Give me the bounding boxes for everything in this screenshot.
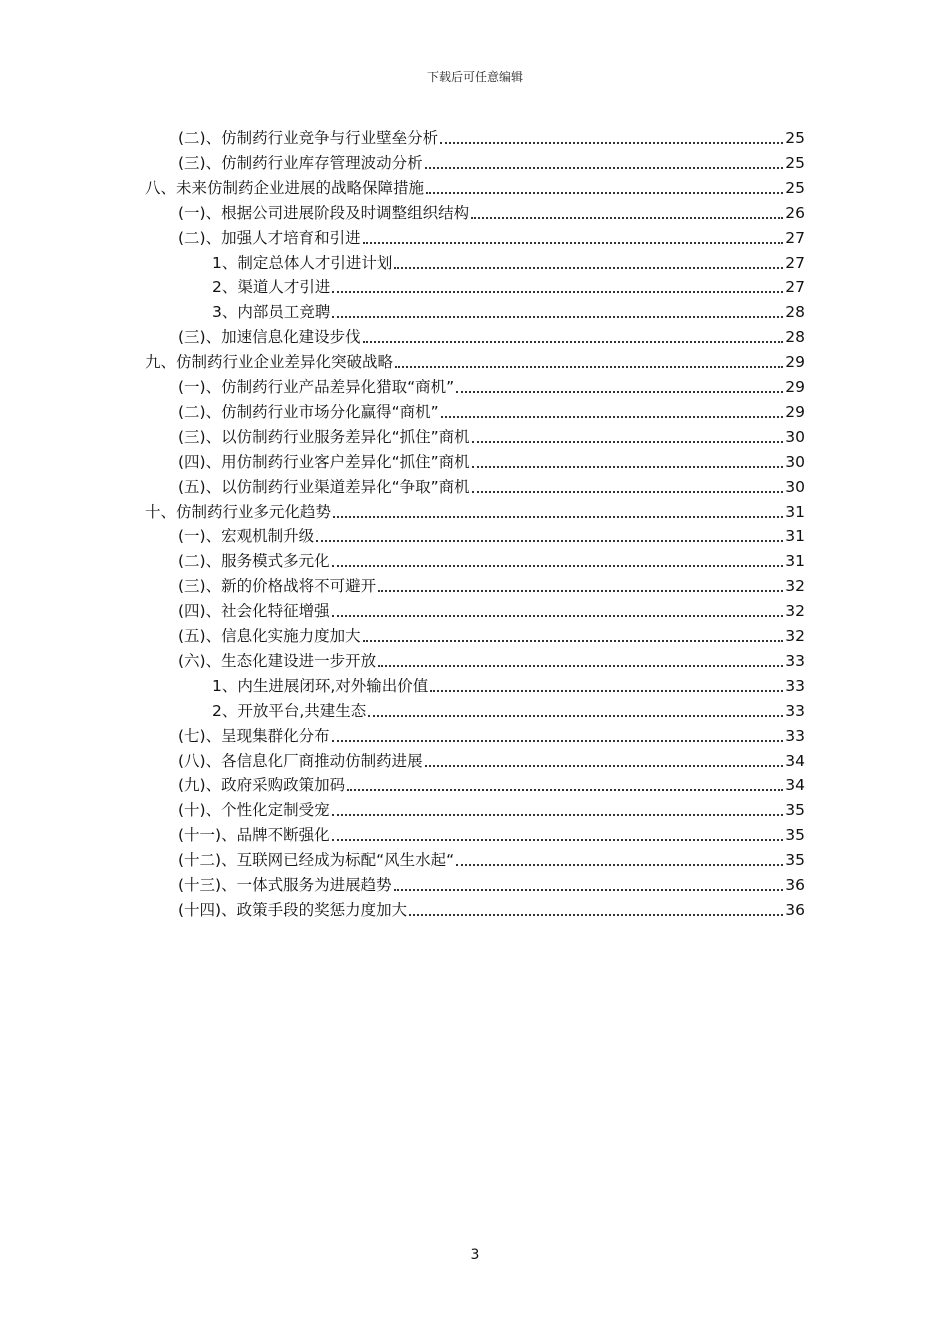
toc-entry-title: 八、未来仿制药企业进展的战略保障措施: [145, 178, 425, 197]
toc-entry-title: (五)、以仿制药行业渠道差异化“争取”商机: [178, 477, 470, 496]
toc-leader-dots: [456, 864, 783, 866]
toc-entry-title: (三)、以仿制药行业服务差异化“抓住”商机: [178, 427, 470, 446]
toc-entry-title: (四)、用仿制药行业客户差异化“抓住”商机: [178, 452, 470, 471]
toc-entry-page: 36: [785, 900, 805, 919]
toc-entry-page: 35: [785, 851, 805, 870]
toc-entry-title: (九)、政府采购政策加码: [178, 776, 346, 795]
toc-entry[interactable]: [178, 748, 805, 772]
toc-entry-page: 34: [785, 776, 805, 795]
toc-entry[interactable]: [178, 648, 805, 672]
toc-entry[interactable]: [145, 349, 805, 373]
toc-entry-page: 28: [785, 328, 805, 347]
toc-leader-dots: [363, 640, 784, 642]
toc-leader-dots: [332, 316, 783, 318]
toc-entry-page: 33: [785, 651, 805, 670]
toc-leader-dots: [394, 267, 783, 269]
toc-entry[interactable]: [212, 698, 805, 722]
toc-leader-dots: [347, 789, 783, 791]
toc-entry-page: 30: [785, 452, 805, 471]
toc-entry-title: (十)、个性化定制受宠: [178, 801, 330, 820]
toc-entry[interactable]: [145, 175, 805, 199]
toc-entry-title: (二)、仿制药行业竞争与行业壁垒分析: [178, 129, 439, 147]
toc-entry[interactable]: [178, 772, 805, 796]
toc-entry-page: 25: [785, 178, 805, 197]
toc-leader-dots: [332, 565, 784, 567]
toc-entry[interactable]: [178, 125, 805, 149]
toc-entry[interactable]: [178, 374, 805, 398]
toc-leader-dots: [425, 167, 784, 169]
toc-leader-dots: [425, 765, 784, 767]
toc-entry-page: 33: [785, 726, 805, 745]
toc-leader-dots: [472, 491, 784, 493]
toc-entry[interactable]: [178, 897, 805, 921]
toc-leader-dots: [441, 416, 784, 418]
toc-entry-title: 九、仿制药行业企业差异化突破战略: [145, 353, 394, 372]
toc-entry[interactable]: [178, 225, 805, 249]
toc-leader-dots: [426, 192, 783, 194]
toc-entry-page: 30: [785, 427, 805, 446]
toc-leader-dots: [316, 540, 783, 542]
toc-leader-dots: [332, 814, 784, 816]
page-number: 3: [470, 1247, 480, 1263]
toc-entry-title: 3、内部员工竞聘: [212, 303, 331, 322]
toc-entry-page: 34: [785, 751, 805, 770]
toc-entry[interactable]: [178, 424, 805, 448]
toc-entry[interactable]: [178, 324, 805, 348]
toc-entry-title: (五)、信息化实施力度加大: [178, 627, 361, 645]
toc-leader-dots: [472, 466, 784, 468]
toc-entry-title: (十二)、互联网已经成为标配“风生水起“: [178, 851, 455, 870]
toc-entry[interactable]: [178, 797, 805, 821]
toc-entry[interactable]: [212, 299, 805, 323]
toc-entry-title: (三)、新的价格战将不可避开: [178, 577, 377, 596]
toc-leader-dots: [363, 341, 784, 343]
toc-entry[interactable]: [145, 499, 805, 523]
toc-entry-page: 32: [785, 577, 805, 596]
toc-entry[interactable]: [212, 274, 805, 298]
toc-entry-page: 33: [785, 676, 805, 695]
toc-leader-dots: [332, 291, 783, 293]
toc-entry-page: 29: [785, 378, 805, 396]
toc-entry-title: (十四)、政策手段的奖惩力度加大: [178, 900, 408, 919]
toc-entry-title: (一)、宏观机制升级: [178, 527, 315, 546]
toc-entry-title: (十一)、品牌不断强化: [178, 826, 330, 845]
toc-entry-page: 31: [785, 502, 805, 521]
toc-entry-page: 35: [785, 826, 805, 845]
toc-entry-title: 2、开放平台,共建生态: [212, 701, 367, 720]
toc-entry-page: 25: [785, 129, 805, 147]
toc-entry-page: 29: [785, 402, 805, 421]
toc-entry[interactable]: [178, 847, 805, 871]
toc-entry[interactable]: [212, 673, 805, 697]
toc-entry-title: (七)、呈现集群化分布: [178, 726, 330, 745]
page-header: 下载后可任意编辑: [426, 70, 523, 84]
toc-leader-dots: [333, 516, 783, 518]
toc-entry-page: 30: [785, 477, 805, 496]
toc-entry-title: (四)、社会化特征增强: [178, 602, 330, 621]
toc-entry-title: (一)、根据公司进展阶段及时调整组织结构: [178, 203, 470, 222]
toc-entry-page: 36: [785, 876, 805, 894]
toc-leader-dots: [332, 740, 784, 742]
toc-leader-dots: [394, 889, 784, 891]
toc-entry-title: 1、内生进展闭环,对外输出价值: [212, 676, 429, 695]
toc-leader-dots: [378, 665, 783, 667]
toc-entry-title: (六)、生态化建设进一步开放: [178, 651, 377, 670]
toc-entry-page: 35: [785, 801, 805, 820]
toc-leader-dots: [332, 615, 784, 617]
toc-entry[interactable]: [178, 623, 805, 647]
toc-entry[interactable]: [178, 573, 805, 597]
toc-entry-page: 33: [785, 701, 805, 720]
toc-entry-title: (十三)、一体式服务为进展趋势: [178, 876, 392, 894]
toc-entry[interactable]: [178, 200, 805, 224]
toc-entry-title: (三)、仿制药行业库存管理波动分析: [178, 153, 423, 172]
toc-entry[interactable]: [178, 399, 805, 423]
toc-entry[interactable]: [178, 523, 805, 547]
toc-entry-page: 28: [785, 303, 805, 322]
toc-leader-dots: [332, 839, 784, 841]
toc-leader-dots: [368, 715, 783, 717]
toc-leader-dots: [456, 391, 783, 393]
toc-entry[interactable]: [178, 548, 805, 572]
toc-leader-dots: [378, 590, 783, 592]
toc-leader-dots: [430, 690, 783, 692]
toc-leader-dots: [472, 441, 784, 443]
toc-entry-page: 27: [785, 278, 805, 297]
toc-leader-dots: [440, 142, 783, 144]
toc-entry[interactable]: [178, 822, 805, 846]
toc-entry-page: 32: [785, 602, 805, 621]
toc-entry-title: 2、渠道人才引进: [212, 278, 331, 297]
toc-entry[interactable]: [178, 449, 805, 473]
toc-leader-dots: [363, 242, 784, 244]
toc-leader-dots: [409, 914, 783, 916]
toc-entry[interactable]: [178, 474, 805, 498]
toc-entry-page: 26: [785, 203, 805, 222]
toc-entry[interactable]: [178, 598, 805, 622]
toc-entry-title: (一)、仿制药行业产品差异化猎取“商机”: [178, 378, 455, 396]
toc-entry[interactable]: [212, 250, 805, 274]
toc-entry-title: (二)、加强人才培育和引进: [178, 228, 361, 247]
toc-entry-page: 31: [785, 527, 805, 546]
toc-entry-page: 27: [785, 228, 805, 247]
toc-entry-title: (二)、仿制药行业市场分化赢得“商机”: [178, 402, 439, 421]
toc-entry[interactable]: [178, 872, 805, 896]
toc-leader-dots: [395, 366, 783, 368]
toc-entry-title: 1、制定总体人才引进计划: [212, 253, 393, 272]
toc-entry-title: (八)、各信息化厂商推动仿制药进展: [178, 751, 423, 770]
toc-entry-page: 27: [785, 253, 805, 272]
toc-entry[interactable]: [178, 150, 805, 174]
toc-entry-page: 29: [785, 353, 805, 372]
toc-entry[interactable]: [178, 723, 805, 747]
toc-entry-page: 32: [785, 627, 805, 645]
toc-entry-title: 十、仿制药行业多元化趋势: [145, 502, 332, 521]
toc-entry-page: 25: [785, 153, 805, 172]
toc-entry-title: (二)、服务模式多元化: [178, 552, 330, 571]
toc-entry-title: (三)、加速信息化建设步伐: [178, 328, 361, 347]
toc-entry-page: 31: [785, 552, 805, 571]
toc-leader-dots: [471, 217, 783, 219]
